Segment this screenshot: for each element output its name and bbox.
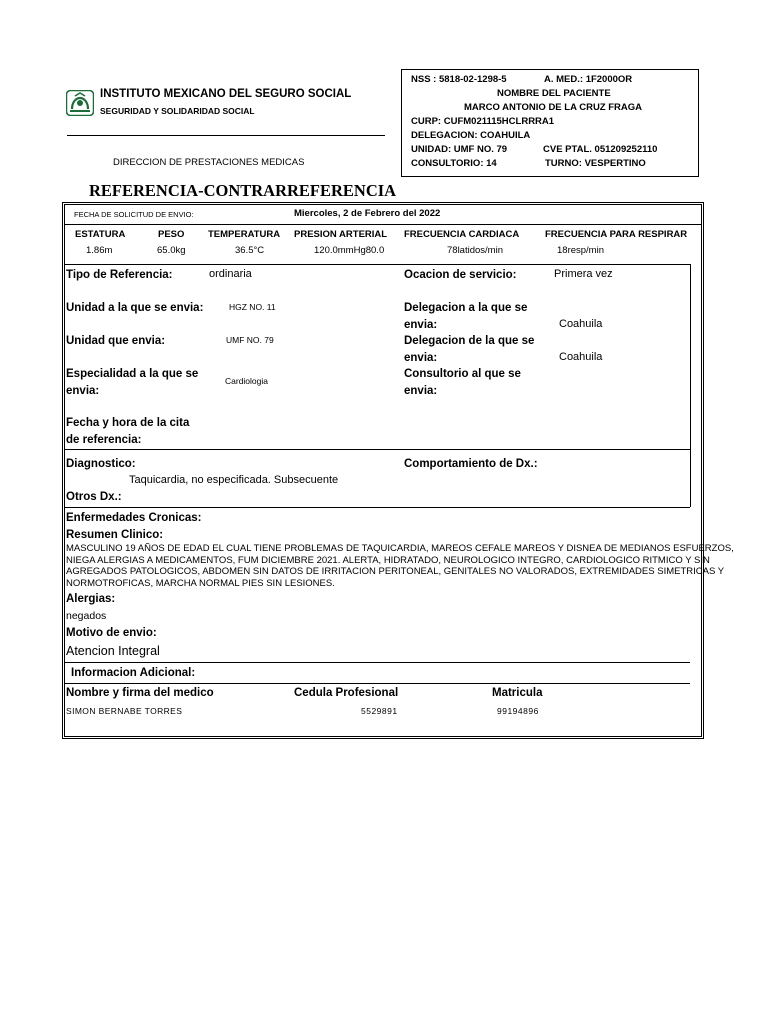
- motivo-envio-value: Atencion Integral: [66, 644, 160, 658]
- unidad-origen-label: Unidad que envia:: [66, 335, 166, 347]
- vital-header-estatura: ESTATURA: [75, 229, 126, 240]
- institution-name: INSTITUTO MEXICANO DEL SEGURO SOCIAL: [100, 88, 352, 100]
- fecha-cita-label-1: Fecha y hora de la cita: [66, 417, 190, 429]
- unidad-destino-label: Unidad a la que se envia:: [66, 302, 204, 314]
- enfermedades-cronicas-label: Enfermedades Cronicas:: [66, 512, 202, 524]
- delegacion-destino-label-2: envia:: [404, 319, 438, 331]
- vital-header-fc: FRECUENCIA CARDIACA: [404, 229, 520, 240]
- resumen-clinico-line: AGREGADOS PATOLOGICOS, ABDOMEN SIN DATOS DE IRRITACION PERITONEAL, GENITALES NO VALORADOS, EXTREMIDADES SIMETRICAS Y: [66, 566, 725, 577]
- resumen-clinico-line: MASCULINO 19 AÑOS DE EDAD EL CUAL TIENE PROBLEMAS DE TAQUICARDIA, MAREOS CEFALE MAREOS Y DISNEA DE MEDIANOS ESFUERZOS,: [66, 543, 734, 554]
- diagnostico-label: Diagnostico:: [66, 458, 136, 470]
- tipo-referencia-value: ordinaria: [209, 268, 252, 280]
- direction-label: DIRECCION DE PRESTACIONES MEDICAS: [113, 157, 305, 168]
- vital-value-fc: 78latidos/min: [447, 245, 503, 256]
- diagnostico-value: Taquicardia, no especificada. Subsecuente: [129, 474, 339, 486]
- patient-nss: NSS : 5818-02-1298-5: [411, 74, 507, 85]
- patient-name: MARCO ANTONIO DE LA CRUZ FRAGA: [464, 102, 643, 113]
- patient-name-label: NOMBRE DEL PACIENTE: [497, 88, 611, 99]
- request-date-label: FECHA DE SOLICITUD DE ENVIO:: [74, 210, 194, 219]
- vital-value-presion: 120.0mmHg80.0: [314, 245, 385, 256]
- delegacion-origen-value: Coahuila: [559, 351, 603, 363]
- delegacion-origen-label-1: Delegacion de la que se: [404, 335, 535, 347]
- patient-unidad: UNIDAD: UMF NO. 79: [411, 144, 508, 155]
- row-divider: [64, 264, 690, 265]
- delegacion-origen-label-2: envia:: [404, 352, 438, 364]
- delegacion-destino-value: Coahuila: [559, 318, 603, 330]
- especialidad-label-1: Especialidad a la que se: [66, 368, 199, 380]
- consultorio-destino-label-1: Consultorio al que se: [404, 368, 521, 380]
- patient-curp: CURP: CUFM021115HCLRRRA1: [411, 116, 555, 127]
- motivo-envio-label: Motivo de envio:: [66, 627, 157, 639]
- vital-header-presion: PRESION ARTERIAL: [294, 229, 388, 240]
- especialidad-label-2: envia:: [66, 385, 100, 397]
- column-divider: [690, 264, 691, 507]
- vital-value-fr: 18resp/min: [557, 245, 604, 256]
- tipo-referencia-label: Tipo de Referencia:: [66, 269, 173, 281]
- vital-value-temperatura: 36.5°C: [235, 245, 265, 256]
- vital-value-estatura: 1.86m: [86, 245, 113, 256]
- alergias-label: Alergias:: [66, 593, 116, 605]
- header-divider: [67, 135, 385, 136]
- resumen-clinico-line: NIEGA ALERGIAS A MEDICAMENTOS, FUM DICIEMBRE 2021. ALERTA, HIDRATADO, NEUROLOGICO INTEGRO, CARDIOLOGICO RITMICO Y SIN: [66, 554, 710, 566]
- delegacion-destino-label-1: Delegacion a la que se: [404, 302, 528, 314]
- patient-cve: CVE PTAL. 051209252110: [543, 144, 658, 155]
- alergias-value: negados: [66, 610, 107, 622]
- unidad-origen-value: UMF NO. 79: [226, 335, 274, 345]
- matricula-label: Matricula: [492, 687, 543, 699]
- vital-header-peso: PESO: [158, 229, 185, 240]
- row-divider: [64, 662, 690, 663]
- patient-consultorio: CONSULTORIO: 14: [411, 158, 497, 169]
- medico-label: Nombre y firma del medico: [66, 687, 214, 699]
- matricula-value: 99194896: [497, 706, 539, 716]
- patient-turno: TURNO: VESPERTINO: [545, 158, 646, 169]
- institution-tagline: SEGURIDAD Y SOLIDARIDAD SOCIAL: [100, 106, 255, 116]
- vital-header-fr: FRECUENCIA PARA RESPIRAR: [545, 229, 688, 240]
- patient-amed: A. MED.: 1F2000OR: [544, 74, 633, 85]
- ocacion-servicio-label: Ocacion de servicio:: [404, 269, 517, 281]
- resumen-clinico-line: NORMOTROFICAS, MARCHA NORMAL PIES SIN LESIONES.: [66, 577, 335, 589]
- unidad-destino-value: HGZ NO. 11: [229, 302, 276, 312]
- vital-value-peso: 65.0kg: [157, 245, 186, 256]
- row-divider: [64, 224, 702, 225]
- request-date-value: Miercoles, 2 de Febrero del 2022: [294, 208, 441, 219]
- resumen-clinico-label: Resumen Clinico:: [66, 529, 164, 541]
- cedula-value: 5529891: [361, 706, 398, 716]
- document-title: REFERENCIA-CONTRARREFERENCIA: [89, 181, 397, 200]
- comportamiento-dx-label: Comportamiento de Dx.:: [404, 458, 538, 470]
- medico-value: SIMON BERNABE TORRES: [66, 706, 183, 716]
- patient-delegacion: DELEGACION: COAHUILA: [411, 130, 531, 141]
- especialidad-value: Cardiologia: [225, 376, 268, 386]
- consultorio-destino-label-2: envia:: [404, 385, 438, 397]
- fecha-cita-label-2: de referencia:: [66, 434, 142, 446]
- cedula-label: Cedula Profesional: [294, 687, 399, 699]
- otros-dx-label: Otros Dx.:: [66, 491, 122, 503]
- row-divider: [64, 683, 690, 684]
- row-divider: [64, 507, 690, 508]
- vital-header-temperatura: TEMPERATURA: [208, 229, 281, 240]
- ocacion-servicio-value: Primera vez: [554, 268, 613, 280]
- row-divider: [64, 449, 690, 450]
- imss-logo-icon: [66, 90, 94, 116]
- informacion-adicional-label: Informacion Adicional:: [71, 667, 196, 679]
